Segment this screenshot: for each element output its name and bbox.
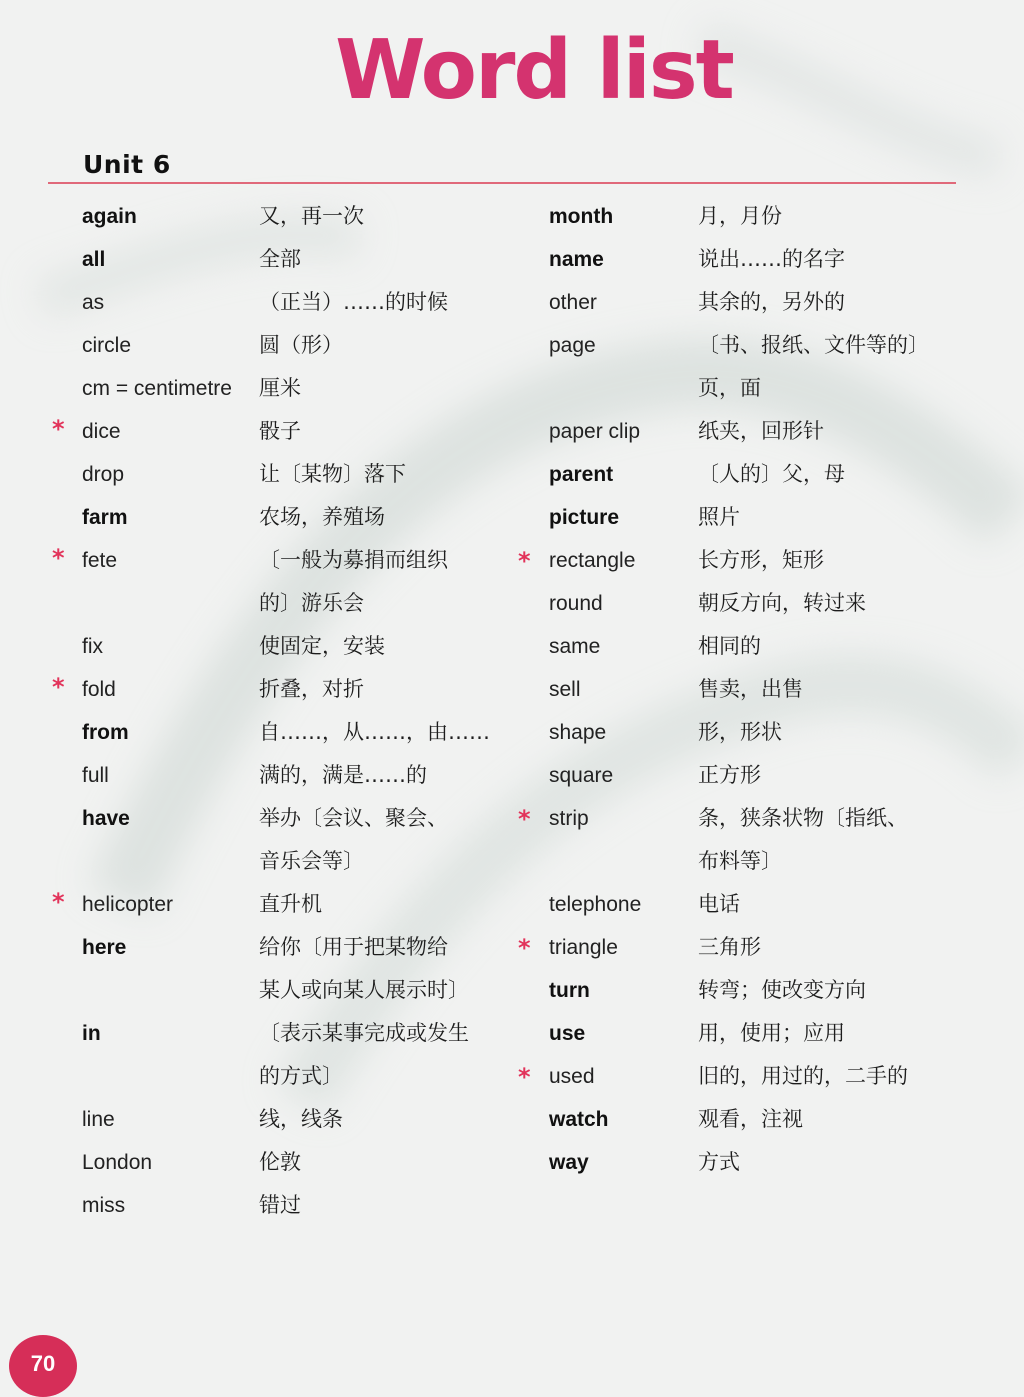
word-entry	[50, 797, 490, 883]
vocabulary-word: strip	[549, 807, 589, 830]
vocabulary-word: turn	[549, 979, 590, 1002]
word-entry	[50, 926, 490, 1012]
word-definition: 农场，养殖场	[259, 505, 385, 529]
word-definition: 正方形	[698, 763, 761, 787]
page-number: 70	[9, 1335, 77, 1397]
vocabulary-word: as	[82, 291, 105, 314]
vocabulary-word: same	[549, 635, 601, 658]
word-entry	[50, 625, 490, 668]
word-entry	[516, 969, 929, 1012]
word-definition: 音乐会等〕	[259, 849, 364, 873]
word-definition: 错过	[259, 1193, 301, 1217]
word-definition: 直升机	[259, 892, 322, 916]
word-entry	[516, 625, 929, 668]
word-definition: 相同的	[698, 634, 761, 658]
word-entry	[50, 496, 490, 539]
word-definition: 售卖，出售	[698, 677, 803, 701]
word-entry	[516, 797, 929, 883]
word-entry	[516, 496, 929, 539]
word-entry	[516, 1012, 929, 1055]
vocabulary-word: again	[82, 205, 137, 228]
vocabulary-word: page	[549, 334, 596, 357]
word-definition: 伦敦	[259, 1150, 301, 1174]
word-entry	[50, 883, 490, 926]
word-entry	[50, 238, 490, 281]
word-definition: 线，线条	[259, 1107, 343, 1131]
vocabulary-word: shape	[549, 721, 607, 744]
word-definition: 布料等〕	[698, 849, 782, 873]
word-entry	[516, 1141, 929, 1184]
word-definition: 观看，注视	[698, 1107, 803, 1131]
word-entry	[50, 367, 490, 410]
word-definition: 又，再一次	[259, 204, 364, 228]
vocabulary-word: telephone	[549, 893, 642, 916]
word-definition: 月，月份	[698, 204, 782, 228]
vocabulary-word: have	[82, 807, 130, 830]
word-entry	[50, 324, 490, 367]
word-definition: 折叠，对折	[259, 677, 364, 701]
word-entry	[516, 1098, 929, 1141]
word-definition: 纸夹，回形针	[698, 419, 824, 443]
vocabulary-word: London	[82, 1151, 153, 1174]
word-entry	[50, 668, 490, 711]
vocabulary-word: square	[549, 764, 614, 787]
vocabulary-word: triangle	[549, 936, 618, 959]
word-definition: 〔人的〕父，母	[698, 462, 845, 486]
vocabulary-word: other	[549, 291, 597, 314]
word-definition: 朝反方向，转过来	[698, 591, 866, 615]
word-entry	[50, 281, 490, 324]
word-definition: 全部	[259, 247, 301, 271]
word-definition: 自……，从……，由……	[259, 720, 490, 744]
optional-word-star-icon: *	[518, 934, 531, 962]
word-entry	[50, 711, 490, 754]
word-entry	[50, 539, 490, 625]
vocabulary-word: paper clip	[549, 420, 641, 443]
word-definition: 骰子	[259, 419, 301, 443]
vocabulary-word: use	[549, 1022, 586, 1045]
optional-word-star-icon: *	[52, 673, 65, 701]
vocabulary-word: watch	[549, 1108, 609, 1131]
word-definition: 的〕游乐会	[259, 591, 364, 615]
word-entry	[516, 539, 929, 582]
word-definition: 页，面	[698, 376, 761, 400]
vocabulary-word: round	[549, 592, 603, 615]
word-definition: 满的，满是……的	[259, 763, 427, 787]
word-entry	[516, 883, 929, 926]
word-definition: 圆（形）	[259, 333, 343, 357]
word-entry	[516, 324, 929, 410]
vocabulary-word: sell	[549, 678, 581, 701]
word-entry	[516, 238, 929, 281]
word-definition: 说出……的名字	[698, 247, 845, 271]
vocabulary-word: fix	[82, 635, 103, 658]
word-definition: 长方形，矩形	[698, 548, 824, 572]
word-column-right	[516, 195, 929, 1184]
word-definition: 的方式〕	[259, 1064, 343, 1088]
word-entry	[50, 754, 490, 797]
word-definition: 其余的，另外的	[698, 290, 845, 314]
word-definition: 厘米	[259, 376, 301, 400]
vocabulary-word: used	[549, 1065, 595, 1088]
word-entry	[50, 453, 490, 496]
word-definition: 形，形状	[698, 720, 782, 744]
unit-heading: Unit 6	[83, 150, 171, 179]
vocabulary-word: line	[82, 1108, 115, 1131]
word-entry	[50, 195, 490, 238]
word-definition: 〔表示某事完成或发生	[259, 1021, 469, 1045]
word-definition: 〔书、报纸、文件等的〕	[698, 333, 929, 357]
word-definition: 条，狭条状物〔指纸、	[698, 806, 908, 830]
word-entry	[50, 1184, 490, 1227]
word-entry	[516, 754, 929, 797]
word-entry	[50, 1012, 490, 1098]
vocabulary-word: helicopter	[82, 893, 174, 916]
vocabulary-word: in	[82, 1022, 101, 1045]
vocabulary-word: fete	[82, 549, 118, 572]
word-entry	[50, 1141, 490, 1184]
word-entry	[516, 668, 929, 711]
vocabulary-word: full	[82, 764, 109, 787]
word-entry	[50, 1098, 490, 1141]
vocabulary-word: from	[82, 721, 129, 744]
vocabulary-word: circle	[82, 334, 132, 357]
optional-word-star-icon: *	[52, 415, 65, 443]
word-entry	[516, 410, 929, 453]
vocabulary-word: way	[549, 1151, 589, 1174]
word-definition: 给你〔用于把某物给	[259, 935, 448, 959]
word-entry	[516, 582, 929, 625]
word-definition: 举办〔会议、聚会、	[259, 806, 448, 830]
optional-word-star-icon: *	[518, 547, 531, 575]
vocabulary-word: all	[82, 248, 106, 271]
word-definition: 使固定，安装	[259, 634, 385, 658]
vocabulary-word: dice	[82, 420, 121, 443]
optional-word-star-icon: *	[52, 888, 65, 916]
word-entry	[516, 195, 929, 238]
word-definition: 让〔某物〕落下	[259, 462, 406, 486]
word-entry	[516, 281, 929, 324]
vocabulary-word: rectangle	[549, 549, 636, 572]
heading-divider	[48, 182, 956, 184]
vocabulary-word: miss	[82, 1194, 126, 1217]
word-definition: 〔一般为募捐而组织	[259, 548, 448, 572]
word-definition: 方式	[698, 1150, 740, 1174]
optional-word-star-icon: *	[518, 1063, 531, 1091]
word-definition: 用，使用；应用	[698, 1021, 845, 1045]
word-entry	[516, 711, 929, 754]
word-definition: 旧的，用过的，二手的	[698, 1064, 908, 1088]
optional-word-star-icon: *	[518, 805, 531, 833]
optional-word-star-icon: *	[52, 544, 65, 572]
page-title: Word list	[335, 23, 733, 118]
word-definition: 电话	[698, 892, 740, 916]
vocabulary-word: cm = centimetre	[82, 377, 232, 400]
word-definition: （正当）……的时候	[259, 290, 448, 314]
vocabulary-word: fold	[82, 678, 116, 701]
vocabulary-word: name	[549, 248, 604, 271]
word-entry	[516, 1055, 929, 1098]
vocabulary-word: month	[549, 205, 614, 228]
word-definition: 照片	[698, 505, 740, 529]
word-column-left	[50, 195, 490, 1227]
word-entry	[516, 926, 929, 969]
vocabulary-word: here	[82, 936, 127, 959]
vocabulary-word: parent	[549, 463, 614, 486]
word-entry	[50, 410, 490, 453]
vocabulary-word: farm	[82, 506, 128, 529]
vocabulary-word: picture	[549, 506, 620, 529]
word-definition: 某人或向某人展示时〕	[259, 978, 469, 1002]
word-entry	[516, 453, 929, 496]
word-definition: 三角形	[698, 935, 761, 959]
vocabulary-word: drop	[82, 463, 125, 486]
word-definition: 转弯；使改变方向	[698, 978, 866, 1002]
